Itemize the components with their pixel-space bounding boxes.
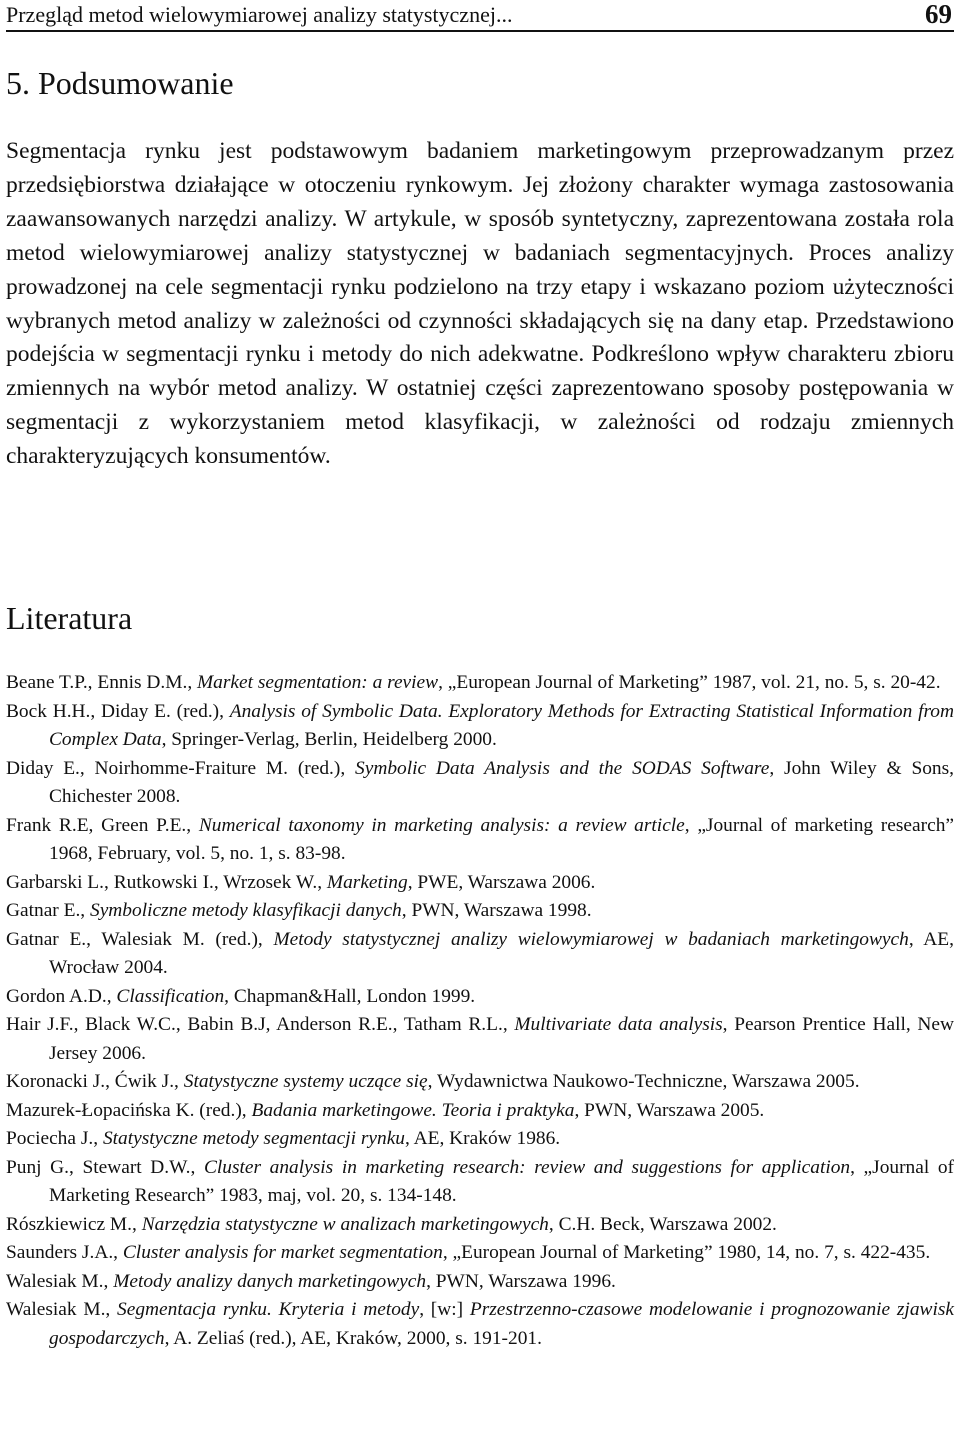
running-header xyxy=(6,0,954,32)
reference-item: Walesiak M., Segmentacja rynku. Kryteria i metody, [w:] Przestrzenno-czasowe modelowanie i prognozowanie zjawisk gospodarczych, A. Zeliaś (red.), AE, Kraków, 2000, s. 191-201. xyxy=(6,1299,954,1349)
reference-item: Saunders J.A., Cluster analysis for market segmentation, „European Journal of Marketing” 1980, 14, no. 7, s. 422-435. xyxy=(6,1242,931,1263)
reference-item: Frank R.E, Green P.E., Numerical taxonomy in marketing analysis: a review article, „Journal of marketing research” 1968, February, vol. 5, no. 1, s. 83-98. xyxy=(6,814,954,864)
reference-item: Diday E., Noirhomme-Fraiture M. (red.), Symbolic Data Analysis and the SODAS Software, John Wiley & Sons, Chichester 2008. xyxy=(6,757,955,807)
reference-item: Mazurek-Łopacińska K. (red.), Badania marketingowe. Teoria i praktyka, PWN, Warszawa 2005. xyxy=(6,1099,765,1121)
reference-item: Bock H.H., Diday E. (red.), Analysis of Symbolic Data. Exploratory Methods for Extracting Statistical Information from Complex Data, Springer-Verlag, Berlin, Heidelberg 2000. xyxy=(6,700,955,750)
summary-paragraph: Segmentacja rynku jest podstawowym badaniem marketingowym przeprowadzanym przez przedsiębiorstwa działające w otoczeniu rynkowym. Jej złożony charakter wymaga zastosowania zaawansowanych narzędzi analizy. W artykule, w sposób syntetyczny, zaprezentowana została rola metod wielowymiarowej analizy statystycznej w badaniach segmentacyjnych. Proces analizy prowadzonej na cele segmentacji rynku podzielono na trzy etapy i wskazano poziom użyteczności wybranych metod analizy w zależności od czynności składających się na dany etap. Przedstawiono podejścia w segmentacji rynku i metody do nich adekwatne. Podkreślono wpływ charakteru zbioru zmiennych na wybór metod analizy. W ostatniej części zaprezentowano sposoby postępowania w segmentacji z wykorzystaniem metod klasyfikacji, w zależności od rodzaju zmiennych charakteryzujących konsumentów. xyxy=(6,138,954,470)
reference-item: Hair J.F., Black W.C., Babin B.J, Anderson R.E., Tatham R.L., Multivariate data analysis, Pearson Prentice Hall, New Jersey 2006. xyxy=(6,1014,954,1064)
reference-item: Walesiak M., Metody analizy danych marketingowych, PWN, Warszawa 1996. xyxy=(6,1270,616,1292)
reference-item: Koronacki J., Ćwik J., Statystyczne systemy uczące się, Wydawnictwa Naukowo-Techniczne, Warszawa 2005. xyxy=(6,1071,860,1092)
reference-item: Rószkiewicz M., Narzędzia statystyczne w analizach marketingowych, C.H. Beck, Warszawa 2002. xyxy=(6,1213,777,1235)
reference-item: Gatnar E., Walesiak M. (red.), Metody statystycznej analizy wielowymiarowej w badaniach marketingowych, AE, Wrocław 2004. xyxy=(6,928,954,978)
reference-item: Beane T.P., Ennis D.M., Market segmentation: a review, „European Journal of Marketing” 1987, vol. 21, no. 5, s. 20-42. xyxy=(6,672,941,693)
section-heading: 5. Podsumowanie xyxy=(6,65,234,101)
reference-list xyxy=(6,669,954,1353)
reference-item: Gatnar E., Symboliczne metody klasyfikacji danych, PWN, Warszawa 1998. xyxy=(6,900,592,921)
running-title: Przegląd metod wielowymiarowej analizy statystycznej... xyxy=(6,2,513,27)
reference-item: Punj G., Stewart D.W., Cluster analysis in marketing research: review and suggestions for application, „Journal of Marketing Research” 1983, maj, vol. 20, s. 134-148. xyxy=(6,1156,954,1206)
reference-item: Gordon A.D., Classification, Chapman&Hall, London 1999. xyxy=(6,985,476,1007)
page-number: 69 xyxy=(925,0,952,29)
reference-item: Garbarski L., Rutkowski I., Wrzosek W., Marketing, PWE, Warszawa 2006. xyxy=(6,871,596,893)
literature-heading: Literatura xyxy=(6,600,133,636)
reference-item: Pociecha J., Statystyczne metody segmentacji rynku, AE, Kraków 1986. xyxy=(6,1128,561,1149)
